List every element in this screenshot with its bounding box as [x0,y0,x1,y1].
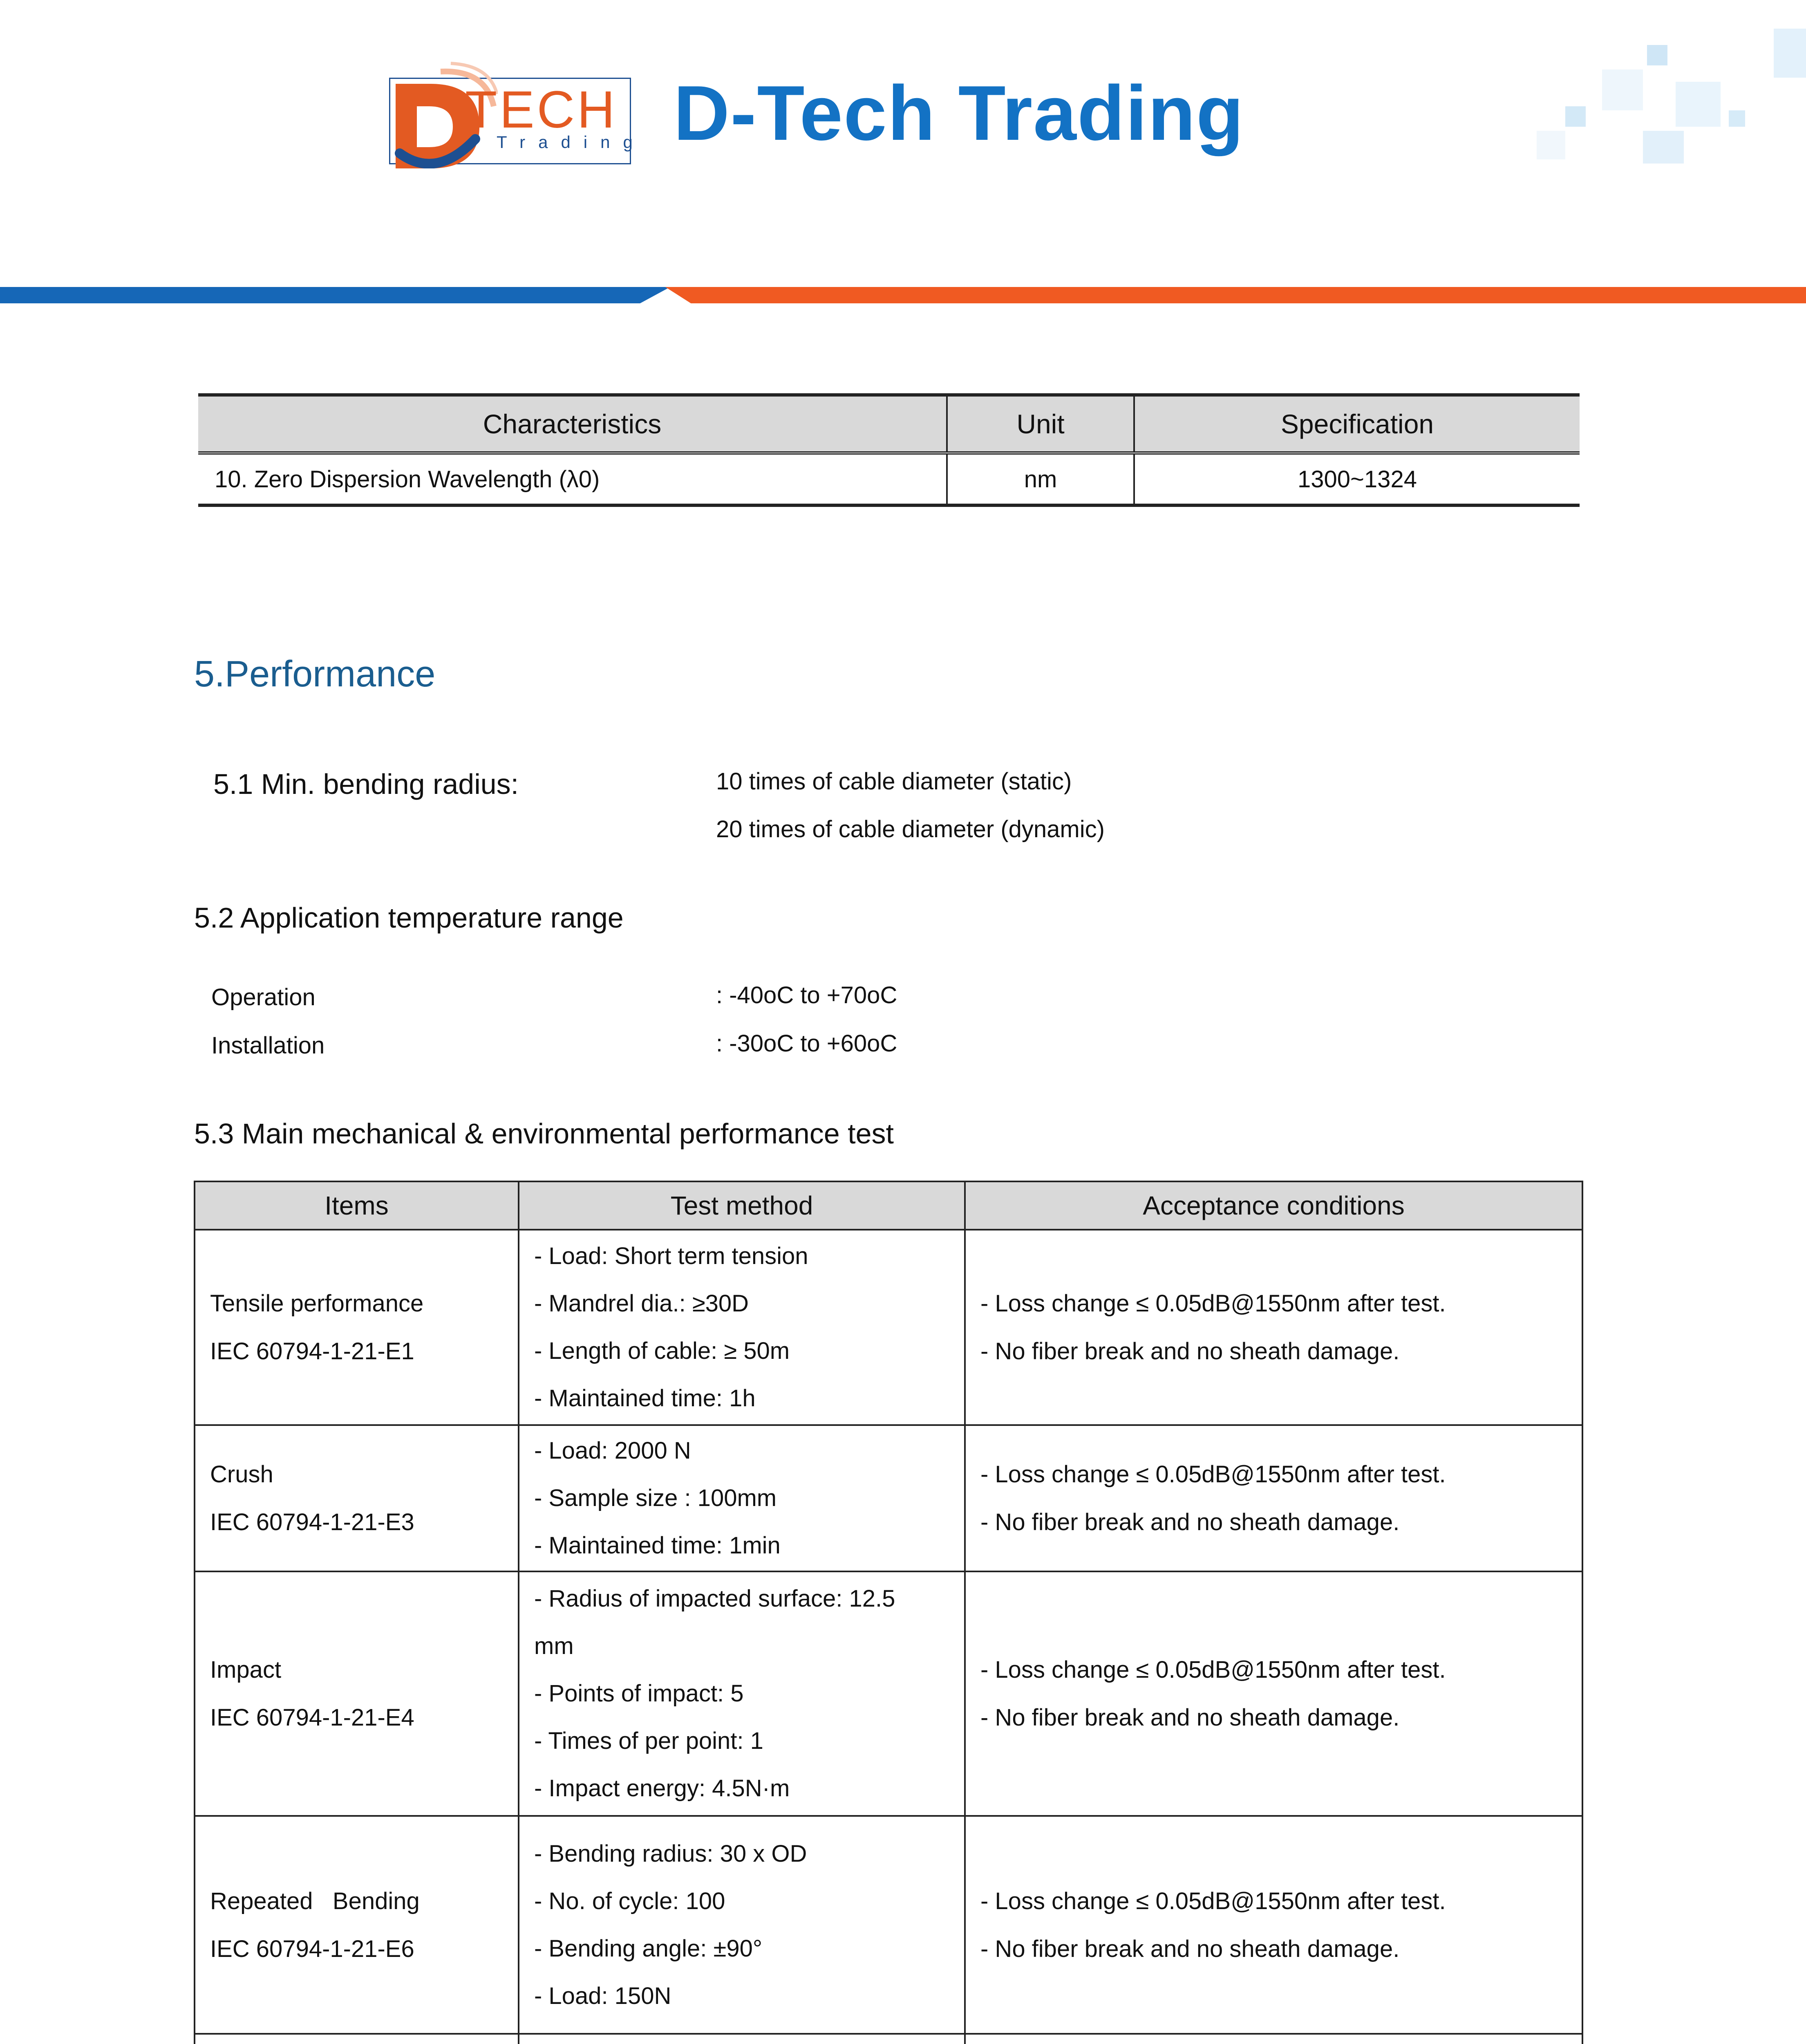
header-bar-orange [640,287,1806,303]
test-header-acceptance: Acceptance conditions [965,1181,1582,1230]
table-row [195,1571,1582,1816]
spec-table-header-row [198,395,1580,453]
test-acceptance-cell [965,2034,1582,2044]
test-method-cell [519,1571,965,1816]
mechanical-test-table [194,1181,1583,2044]
mechanical-test-label: 5.3 Main mechanical & environmental performance test [194,1118,894,1150]
test-acceptance-cell [965,1816,1582,2034]
table-row [195,1816,1582,2034]
test-item-name: Tensile performance [210,1290,424,1317]
installation-value: : -30oC to +60oC [716,1030,897,1057]
test-method-line: - Maintained time: 1h [534,1385,756,1412]
temperature-range-label: 5.2 Application temperature range [194,902,624,934]
test-method-cell [519,1230,965,1425]
brand-name: D-Tech Trading [674,70,1244,157]
logo-trading-text: Trading [497,132,646,152]
test-method-line: - Points of impact: 5 [534,1680,744,1707]
test-item-cell [195,1816,519,2034]
acceptance-line: - No fiber break and no sheath damage. [980,1338,1400,1365]
test-method-line: mm [534,1633,574,1659]
spec-cell-spec: 1300~1324 [1134,453,1580,505]
test-item-standard: IEC 60794-1-21-E4 [210,1704,414,1731]
bending-static-value: 10 times of cable diameter (static) [716,768,1072,795]
test-item-cell [195,1230,519,1425]
test-method-line: - Mandrel dia.: ≥30D [534,1290,749,1317]
table-row [195,2034,1582,2044]
test-header-items: Items [195,1181,519,1230]
logo-tech-text: TECH [465,81,618,139]
spec-header-characteristics: Characteristics [198,395,947,453]
test-item-standard: IEC 60794-1-21-E3 [210,1509,414,1535]
test-acceptance-cell [965,1425,1582,1571]
test-method-line: - No. of cycle: 100 [534,1887,725,1914]
test-method-line: - Bending angle: ±90° [534,1935,763,1962]
spec-cell-characteristic: 10. Zero Dispersion Wavelength (λ0) [198,453,947,505]
acceptance-line: - No fiber break and no sheath damage. [980,1935,1400,1962]
operation-label: Operation [211,984,316,1011]
test-method-line: - Bending radius: 30 x OD [534,1840,807,1867]
acceptance-line: - No fiber break and no sheath damage. [980,1509,1400,1535]
test-method-line: - Load: 150N [534,1982,671,2009]
section-title-performance: 5.Performance [194,654,436,695]
acceptance-line: - Loss change ≤ 0.05dB@1550nm after test. [980,1887,1446,1914]
spec-table [198,393,1580,507]
test-method-line: - Radius of impacted surface: 12.5 [534,1585,895,1612]
acceptance-line: - Loss change ≤ 0.05dB@1550nm after test. [980,1656,1446,1683]
spec-header-unit: Unit [947,395,1134,453]
test-acceptance-cell [965,1230,1582,1425]
acceptance-line: - Loss change ≤ 0.05dB@1550nm after test. [980,1290,1446,1317]
test-table-header-row [195,1181,1582,1230]
test-method-line: - Load: Short term tension [534,1243,808,1269]
spec-cell-unit: nm [947,453,1134,505]
test-item-name: Crush [210,1461,273,1488]
test-method-line: - Load: 2000 N [534,1437,691,1464]
test-item-name: Repeated Bending [210,1887,420,1914]
test-acceptance-cell [965,1571,1582,1816]
test-method-cell [519,1425,965,1571]
test-method-cell [519,1816,965,2034]
acceptance-line: - No fiber break and no sheath damage. [980,1704,1400,1731]
table-row [195,1425,1582,1571]
test-method-line: - Maintained time: 1min [534,1532,781,1559]
test-method-line: - Length of cable: ≥ 50m [534,1338,790,1364]
test-item-name: Impact [210,1656,282,1683]
installation-label: Installation [211,1032,325,1059]
acceptance-line: - Loss change ≤ 0.05dB@1550nm after test. [980,1461,1446,1488]
test-item-cell [195,2034,519,2044]
spec-header-specification: Specification [1134,395,1580,453]
test-method-line: - Impact energy: 4.5N·m [534,1775,790,1802]
test-method-line: - Times of per point: 1 [534,1728,763,1754]
bending-radius-label: 5.1 Min. bending radius: [213,768,519,800]
table-row [198,453,1580,505]
table-row [195,1230,1582,1425]
test-item-standard: IEC 60794-1-21-E1 [210,1338,414,1365]
test-item-cell [195,1571,519,1816]
test-item-cell [195,1425,519,1571]
header-bar-blue [0,287,670,303]
bending-dynamic-value: 20 times of cable diameter (dynamic) [716,816,1105,843]
operation-value: : -40oC to +70oC [716,982,897,1009]
test-method-cell [519,2034,965,2044]
test-header-method: Test method [519,1181,965,1230]
test-method-line: - Sample size : 100mm [534,1485,777,1511]
test-item-standard: IEC 60794-1-21-E6 [210,1935,414,1962]
